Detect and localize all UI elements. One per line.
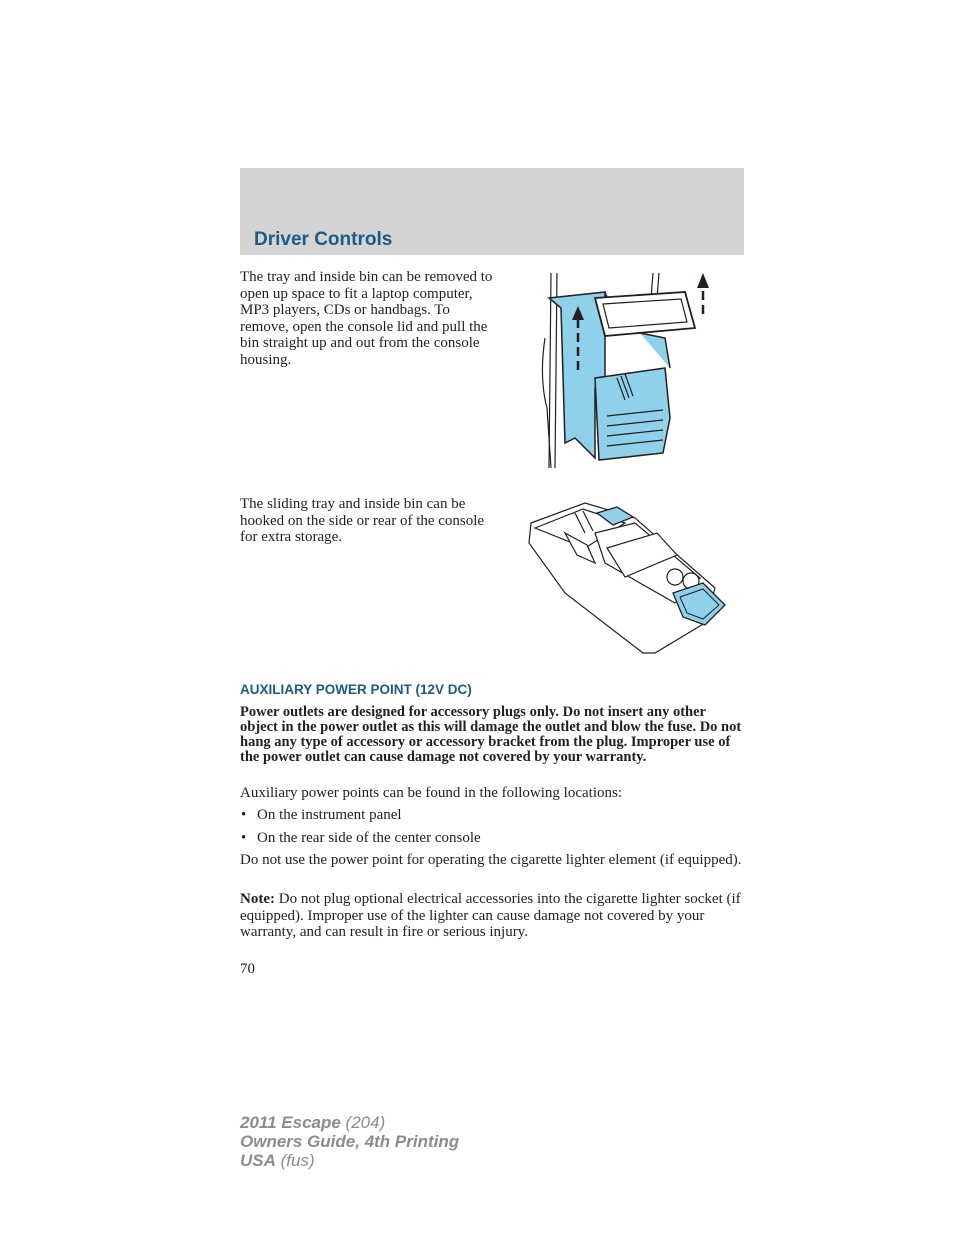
bullet-icon: •	[241, 830, 247, 846]
bullet-icon: •	[241, 807, 247, 823]
note-label: Note:	[240, 891, 275, 907]
footer-model-code: (204)	[340, 1113, 386, 1132]
section-title: Driver Controls	[254, 229, 393, 250]
footer-guide: Owners Guide, 4th Printing	[240, 1132, 460, 1151]
note-text: Do not plug optional electrical accessories into the cigarette lighter socket (if equipped). Improper use of the lighter can cause damage not covered by your warranty, and can result in fire or serious injury.	[240, 891, 741, 940]
power-outlet-warning: Power outlets are designed for accessory plugs only. Do not insert any other object in the power outlet as this will damage the outlet and blow the fuse. Do not hang any type of accessory or accessory bracket from the plug. Improper use of the power outlet can cause damage not covered by your warranty.	[240, 704, 742, 765]
list-item	[240, 807, 746, 830]
aux-power-heading: AUXILIARY POWER POINT (12V DC)	[240, 682, 472, 697]
console-storage-illustration	[525, 493, 730, 658]
lighter-paragraph: Do not use the power point for operating the cigarette lighter element (if equipped).	[240, 852, 742, 868]
note-paragraph	[240, 891, 746, 941]
sliding-tray-paragraph: The sliding tray and inside bin can be hooked on the side or rear of the console for extra storage.	[240, 496, 485, 545]
list-item	[240, 830, 746, 853]
list-item-text: On the instrument panel	[257, 807, 402, 823]
footer	[240, 1113, 459, 1170]
footer-line-2	[240, 1132, 459, 1151]
locations-list	[240, 807, 746, 853]
bin-removal-illustration	[535, 268, 725, 473]
footer-model: 2011 Escape	[240, 1113, 341, 1132]
footer-market: USA	[240, 1151, 276, 1170]
footer-market-code: (fus)	[275, 1151, 315, 1170]
footer-line-3	[240, 1151, 459, 1170]
footer-line-1	[240, 1113, 459, 1132]
tray-removal-paragraph: The tray and inside bin can be removed to open up space to fit a laptop computer, MP3 players, CDs or handbags. To remove, open the console lid and pull the bin straight up and out from the console housing.	[240, 269, 493, 368]
page-number: 70	[240, 961, 255, 977]
list-item-text: On the rear side of the center console	[257, 830, 481, 846]
locations-intro: Auxiliary power points can be found in the following locations:	[240, 785, 623, 801]
